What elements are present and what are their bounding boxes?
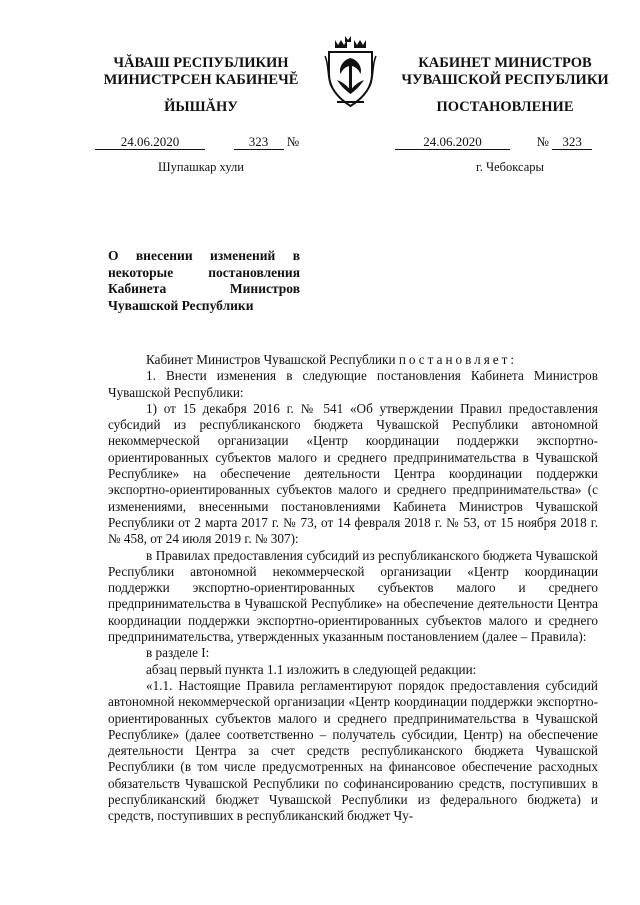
doc-type-chuvash: ЙЫШĂНУ bbox=[164, 99, 238, 115]
number-sign-left: № bbox=[286, 134, 300, 149]
intro-verb: постановляет: bbox=[398, 352, 518, 367]
document-body bbox=[108, 352, 598, 825]
paragraph-2: 1) от 15 декабря 2016 г. № 541 «Об утверждении Правил предоставления субсидий из республиканского бюджета Чувашской Республики автономной некоммерческой организации «Центр координации поддержки экспортно-ориентированных субъектов малого и среднего предпринимательства в Чувашской Республике» на обеспечение деятельности Центра координации поддержки экспортно-ориентированных субъектов малого и среднего предпринимательства» (с изменениями, внесенными постановлениями Кабинета Министров Чувашской Республики от 2 марта 2017 г. № 73, от 14 февраля 2018 г. № 53, от 15 ноября 2018 г. № 458, от 24 июля 2019 г. № 307): bbox=[108, 400, 598, 547]
doc-type-russian: ПОСТАНОВЛЕНИЕ bbox=[436, 99, 574, 115]
issuer-chuvash bbox=[95, 55, 307, 89]
place-chuvash: Шупашкар хули bbox=[158, 160, 244, 174]
number-field-right: 323 bbox=[552, 134, 592, 150]
coat-of-arms-icon bbox=[323, 36, 378, 111]
number-field-left: 323 bbox=[234, 134, 284, 150]
intro-lead: Кабинет Министров Чувашской Республики bbox=[146, 352, 396, 367]
issuer-chuvash-line1: ЧĂВАШ РЕСПУБЛИКИН bbox=[113, 55, 289, 71]
paragraph-1: 1. Внести изменения в следующие постановления Кабинета Министров Чувашской Республики: bbox=[108, 368, 598, 400]
issuer-russian bbox=[390, 55, 620, 89]
intro-paragraph bbox=[108, 352, 598, 368]
date-number-line-russian bbox=[395, 134, 625, 150]
issuer-russian-line1: КАБИНЕТ МИНИСТРОВ bbox=[418, 55, 592, 71]
date-field-left: 24.06.2020 bbox=[95, 134, 205, 150]
issuer-chuvash-line2: МИНИСТРСЕН КАБИНЕЧĔ bbox=[103, 72, 299, 88]
number-sign-right: № bbox=[536, 134, 549, 149]
paragraph-5: абзац первый пункта 1.1 изложить в следующей редакции: bbox=[146, 661, 477, 677]
issuer-russian-line2: ЧУВАШСКОЙ РЕСПУБЛИКИ bbox=[401, 72, 609, 88]
paragraph-4: в разделе I: bbox=[146, 645, 210, 661]
paragraph-6: «1.1. Настоящие Правила регламентируют порядок предоставления субсидий автономной некоммерческой организации «Центр координации поддержки экспортно-ориентированных субъектов малого и среднего предпринимательства в Чувашской Республике» (далее соответственно – получатель субсидии, Центр) на обеспечение деятельности Центра за счет средств республиканского бюджета Чувашской Республики (в том числе предусмотренных на финансовое обеспечение расходных обязательств Чувашской Республики по софинансированию средств, поступивших в республиканский бюджет Чувашской Республики из федерального бюджета) и средств, поступивших в республиканский бюджет Чу- bbox=[108, 677, 598, 824]
document-subject: О внесении изменений в некоторые постановления Кабинета Министров Чувашской Республики bbox=[108, 248, 300, 313]
date-number-line-chuvash bbox=[95, 134, 307, 150]
paragraph-3: в Правилах предоставления субсидий из республиканского бюджета Чувашской Республики автономной некоммерческой организации «Центр координации поддержки экспортно-ориентированных субъектов малого и среднего предпринимательства в Чувашской Республике» на обеспечение деятельности Центра координации поддержки экспортно-ориентированных субъектов малого и среднего предпринимательства, утвержденных указанным постановлением (далее – Правила): bbox=[108, 547, 598, 645]
place-russian: г. Чебоксары bbox=[476, 160, 544, 174]
date-field-right: 24.06.2020 bbox=[395, 134, 510, 150]
